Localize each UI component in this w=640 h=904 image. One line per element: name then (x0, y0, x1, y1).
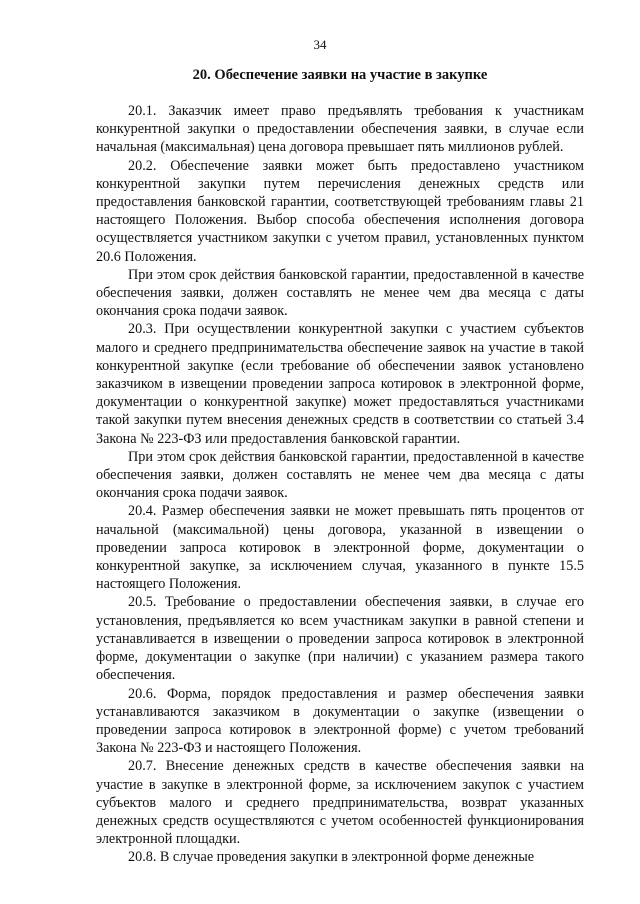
paragraph-20-6: 20.6. Форма, порядок предоставления и размер обеспечения заявки устанавливаются заказчиком в документации о закупке (извещении о проведении запроса котировок в электронной форме) с учетом требований Закона № 223-ФЗ и настоящего Положения. (96, 685, 584, 757)
page-number: 34 (313, 37, 327, 52)
paragraph-20-8: 20.8. В случае проведения закупки в электронной форме денежные (128, 849, 535, 866)
section-title: 20. Обеспечение заявки на участие в закупке (192, 67, 488, 83)
paragraph-20-2-note: При этом срок действия банковской гарантии, предоставленной в качестве обеспечения заявки, должен составлять не менее чем два месяца с даты окончания срока подачи заявок. (96, 266, 584, 320)
paragraph-20-3: 20.3. При осуществлении конкурентной закупки с участием субъектов малого и среднего предпринимательства обеспечение заявок на участие в такой конкурентной закупке (если требование об обеспечении заявок установлено заказчиком в извещении проведении запроса котировок в электронной форме, документации о конкурентной закупке) может предоставляться участниками такой закупки путем внесения денежных средств в соответствии со статьей 3.4 Закона № 223-ФЗ или предоставления банковской гарантии. (96, 321, 584, 447)
paragraph-20-1: 20.1. Заказчик имеет право предъявлять требования к участникам конкурентной закупки о предоставлении обеспечения заявки, в случае если начальная (максимальная) цена договора превышает пять миллионов рублей. (96, 103, 584, 156)
paragraph-20-2: 20.2. Обеспечение заявки может быть предоставлено участником конкурентной закупки путем перечисления денежных средств или предоставления банковской гарантии, соответствующей требованиям главы 21 настоящего Положения. Выбор способа обеспечения исполнения договора осуществляется участником закупки с учетом правил, установленных пунктом 20.6 Положения. (96, 157, 584, 265)
section-body (96, 102, 584, 867)
paragraph-20-7: 20.7. Внесение денежных средств в качестве обеспечения заявки на участие в закупке в электронной форме, за исключением закупок с участием субъектов малого и среднего предпринимательства, возврат указанных денежных средств осуществляются с учетом особенностей функционирования электронной площадки. (96, 758, 584, 848)
paragraph-20-4: 20.4. Размер обеспечения заявки не может превышать пять процентов от начальной (максимальной) цены договора, указанной в извещении о проведении запроса котировок в электронной форме, документации о конкурентной закупке, за исключением случая, указанного в пункте 15.5 настоящего Положения. (96, 503, 584, 593)
paragraph-20-5: 20.5. Требование о предоставлении обеспечения заявки, в случае его установления, предъявляется ко всем участникам закупки в равной степени и устанавливается в извещении о проведении запроса котировок в электронной форме, документации о закупке (при наличии) с указанием размера такого обеспечения. (96, 594, 584, 684)
paragraph-20-3-note: При этом срок действия банковской гарантии, предоставленной в качестве обеспечения заявки, должен составлять не менее чем два месяца с даты окончания срока подачи заявок. (96, 448, 584, 502)
